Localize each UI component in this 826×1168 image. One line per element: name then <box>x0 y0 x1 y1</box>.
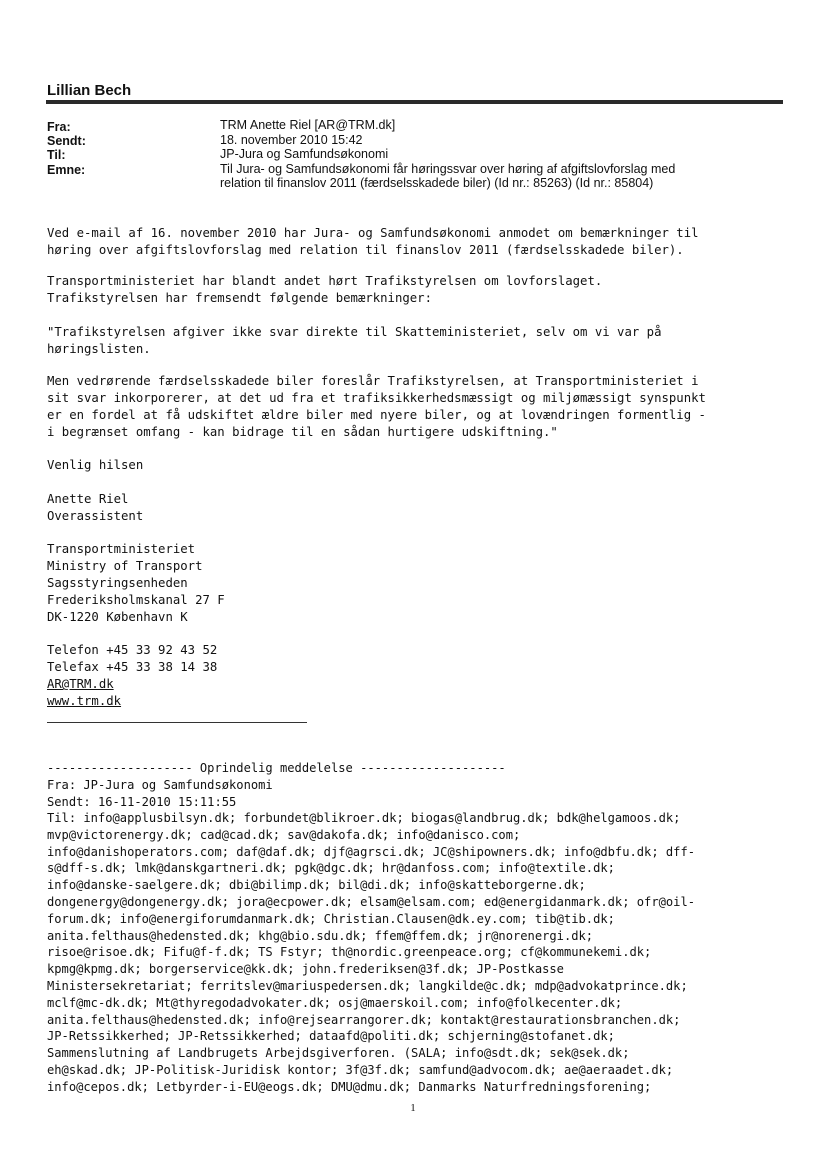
text-line: "Trafikstyrelsen afgiver ikke svar direkte til Skatteministeriet, selv om vi var på <box>47 325 662 339</box>
phone-line: Telefon +45 33 92 43 52 <box>47 643 218 657</box>
paragraph-2 <box>47 273 602 307</box>
text-line: Transportministeriet <box>47 542 196 556</box>
text-line: DK-1220 København K <box>47 610 188 624</box>
recipient-line: kpmg@kpmg.dk; borgerservice@kk.dk; john.frederiksen@3f.dk; JP-Postkasse <box>47 962 564 977</box>
recipient-line: eh@skad.dk; JP-Politisk-Juridisk kontor; 3f@3f.dk; samfund@advocom.dk; ae@aeraadet.dk; <box>47 1062 674 1077</box>
text-line: Transportministeriet har blandt andet hørt Trafikstyrelsen om lovforslaget. <box>47 274 603 288</box>
recipient-line: Til: info@applusbilsyn.dk; forbundet@blikroer.dk; biogas@landbrug.dk; bdk@helgamoos.dk; <box>47 811 681 825</box>
sent-label: Sendt: <box>47 134 86 148</box>
page-number: 1 <box>410 1102 416 1114</box>
paragraph-4 <box>47 373 706 441</box>
website-link[interactable]: www.trm.dk <box>47 694 122 708</box>
fax-line: Telefax +45 33 38 14 38 <box>47 660 218 674</box>
text-line: Trafikstyrelsen har fremsendt følgende bemærkninger: <box>47 291 432 305</box>
signature-name <box>47 491 143 525</box>
original-recipients <box>47 810 695 1096</box>
original-divider: -------------------- Oprindelig meddelelse -------------------- <box>47 761 506 775</box>
text-line: Anette Riel <box>47 492 129 506</box>
original-sent: Sendt: 16-11-2010 15:11:55 <box>47 794 237 809</box>
subject-line-2: relation til finanslov 2011 (færdselsskadede biler) (Id nr.: 85263) (Id nr.: 85804) <box>220 176 654 190</box>
text-line: sit svar inkorporerer, at det ud fra et trafiksikkerhedsmæssigt og miljømæssigt synspunkt <box>47 391 706 405</box>
recipient-line: dongenergy@dongenergy.dk; jora@ecpower.dk; elsam@elsam.com; ed@energidanmark.dk; ofr@oil- <box>47 894 696 909</box>
from-value: TRM Anette Riel [AR@TRM.dk] <box>220 118 396 132</box>
to-value: JP-Jura og Samfundsøkonomi <box>220 147 389 161</box>
sent-value: 18. november 2010 15:42 <box>220 133 363 147</box>
text-line: i begrænset omfang - kan bidrage til en sådan hurtigere udskiftning." <box>47 425 558 439</box>
subject-label: Emne: <box>47 163 86 177</box>
recipient-line: anita.felthaus@hedensted.dk; info@rejsearrangorer.dk; kontakt@restaurationsbranchen.dk; <box>47 1012 681 1027</box>
recipient-line: info@danske-saelgere.dk; dbi@bilimp.dk; bil@di.dk; info@skatteborgerne.dk; <box>47 878 586 893</box>
recipient-line: Ministersekretariat; ferritslev@mariuspedersen.dk; langkilde@c.dk; mdp@advokatprince.dk; <box>47 978 688 993</box>
header-divider <box>46 100 783 104</box>
signature-title: Overassistent <box>47 509 144 523</box>
text-line: høring over afgiftslovforslag med relation til finanslov 2011 (færdselsskadede biler). <box>47 243 684 257</box>
text-line: er en fordel at få udskiftet ældre biler med nyere biler, og at lovændringen formentlig - <box>47 408 706 422</box>
text-line: Ministry of Transport <box>47 559 203 573</box>
paragraph-3 <box>47 324 661 358</box>
recipient-line: JP-Retssikkerhed; JP-Retssikkerhed; dataafd@politi.dk; schjerning@stofanet.dk; <box>47 1029 615 1044</box>
signature-divider <box>47 722 307 723</box>
recipient-line: forum.dk; info@energiforumdanmark.dk; Christian.Clausen@dk.ey.com; tib@tib.dk; <box>47 911 615 926</box>
original-message-header <box>47 760 506 810</box>
recipient-line: s@dff-s.dk; lmk@danskgartneri.dk; pgk@dgc.dk; hr@danfoss.com; info@textile.dk; <box>47 861 615 876</box>
to-label: Til: <box>47 148 66 162</box>
recipient-line: mclf@mc-dk.dk; Mt@thyregodadvokater.dk; osj@maerskoil.com; info@folkecenter.dk; <box>47 995 623 1010</box>
text-line: Men vedrørende færdselsskadede biler foreslår Trafikstyrelsen, at Transportministeriet i <box>47 374 699 388</box>
recipient-line: mvp@victorenergy.dk; cad@cad.dk; sav@dakofa.dk; info@danisco.com; <box>47 827 521 842</box>
recipient-line: info@cepos.dk; Letbyrder-i-EU@eogs.dk; DMU@dmu.dk; Danmarks Naturfredningsforening; <box>47 1079 652 1094</box>
signature-contact <box>47 642 217 710</box>
text-line: Frederiksholmskanal 27 F <box>47 593 225 607</box>
paragraph-1 <box>47 225 699 259</box>
original-from: Fra: JP-Jura og Samfundsøkonomi <box>47 777 273 792</box>
signature-address <box>47 541 225 626</box>
from-label: Fra: <box>47 120 71 134</box>
recipient-line: risoe@risoe.dk; Fifu@f-f.dk; TS Fstyr; th@nordic.greenpeace.org; cf@kommunekemi.dk; <box>47 945 652 960</box>
recipient-line: anita.felthaus@hedensted.dk; khg@bio.sdu.dk; ffem@ffem.dk; jr@norenergi.dk; <box>47 928 594 943</box>
text-line: høringslisten. <box>47 342 151 356</box>
text-line: Ved e-mail af 16. november 2010 har Jura- og Samfundsøkonomi anmodet om bemærkninger til <box>47 226 699 240</box>
closing: Venlig hilsen <box>47 458 144 472</box>
email-link[interactable]: AR@TRM.dk <box>47 677 114 691</box>
recipient-line: Sammenslutning af Landbrugets Arbejdsgiverforen. (SALA; info@sdt.dk; sek@sek.dk; <box>47 1046 630 1061</box>
recipient-line: info@danishoperators.com; daf@daf.dk; djf@agrsci.dk; JC@shipowners.dk; info@dbfu.dk; dff- <box>47 844 696 859</box>
subject-line-1: Til Jura- og Samfundsøkonomi får høringssvar over høring af afgiftslovforslag med <box>220 162 676 176</box>
text-line: Sagsstyringsenheden <box>47 576 188 590</box>
sender-name: Lillian Bech <box>47 82 132 99</box>
